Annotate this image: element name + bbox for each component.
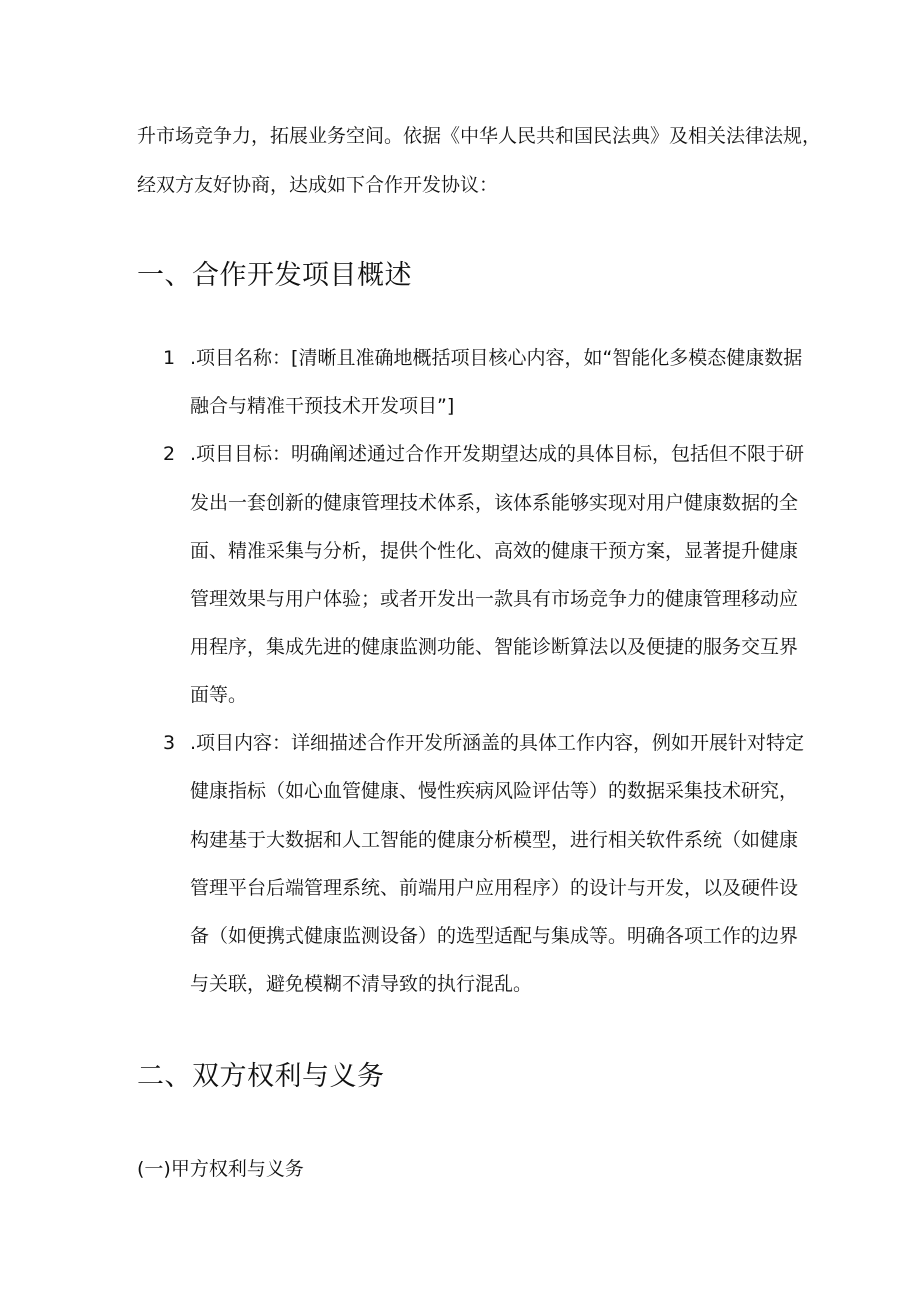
item-3-number: 3 — [163, 732, 176, 754]
item-3-line-3: 构建基于大数据和人工智能的健康分析模型，进行相关软件系统（如健康 — [190, 829, 799, 851]
section-2-sub-heading: (一)甲方权利与义务 — [137, 1158, 304, 1180]
item-3-line-1: .项目内容：详细描述合作开发所涵盖的具体工作内容，例如开展针对特定 — [190, 732, 805, 754]
item-2-line-1: .项目目标：明确阐述通过合作开发期望达成的具体目标，包括但不限于研 — [190, 443, 805, 465]
item-3-line-4: 管理平台后端管理系统、前端用户应用程序）的设计与开发，以及硬件设 — [190, 877, 799, 899]
item-1-line-2: 融合与精准干预技术开发项目”] — [190, 395, 455, 417]
item-2-line-6: 面等。 — [190, 684, 248, 706]
item-2-number: 2 — [163, 443, 176, 465]
intro-line-1: 升市场竞争力，拓展业务空间。依据《中华人民共和国民法典》及相关法律法规， — [137, 125, 822, 147]
item-3-line-5: 备（如便携式健康监测设备）的选型适配与集成等。明确各项工作的边界 — [190, 925, 799, 947]
section-1-heading: 一、合作开发项目概述 — [137, 260, 412, 291]
item-2-line-3: 面、精准采集与分析，提供个性化、高效的健康干预方案，显著提升健康 — [190, 540, 799, 562]
section-2-heading: 二、双方权利与义务 — [137, 1061, 385, 1092]
item-1-number: 1 — [163, 347, 176, 369]
item-1-line-1: .项目名称：[清晰且准确地概括项目核心内容，如“智能化多模态健康数据 — [190, 347, 803, 369]
item-3-line-2: 健康指标（如心血管健康、慢性疾病风险评估等）的数据采集技术研究， — [190, 780, 799, 802]
item-2-line-2: 发出一套创新的健康管理技术体系，该体系能够实现对用户健康数据的全 — [190, 492, 799, 514]
item-3-line-6: 与关联，避免模糊不清导致的执行混乱。 — [190, 973, 533, 995]
item-2-line-5: 用程序，集成先进的健康监测功能、智能诊断算法以及便捷的服务交互界 — [190, 636, 799, 658]
intro-line-2: 经双方友好协商，达成如下合作开发协议： — [137, 174, 499, 196]
item-2-line-4: 管理效果与用户体验；或者开发出一款具有市场竞争力的健康管理移动应 — [190, 588, 799, 610]
